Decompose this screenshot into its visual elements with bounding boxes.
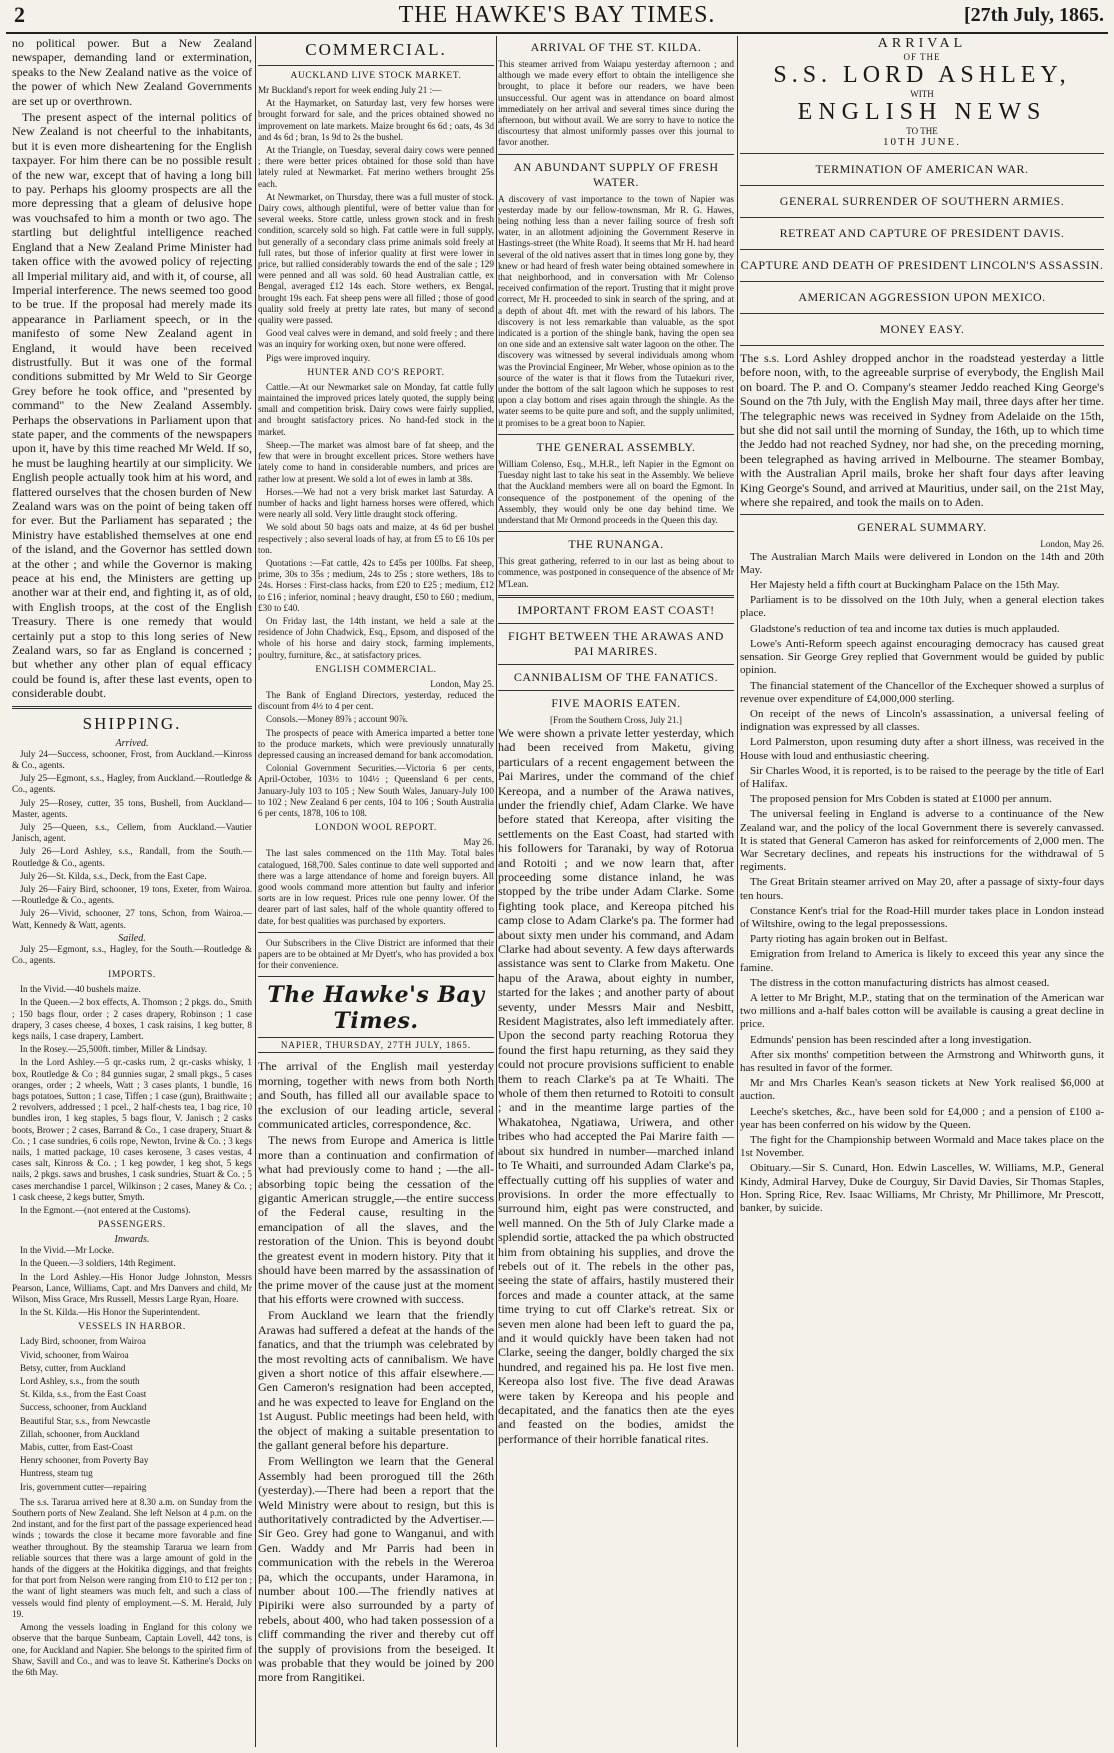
paragraph: no political power. But a New Zealand newspaper, demanding land or extermination, speaks to the New Zealand native as the voice of the power of which New Zealand Governments are set up or overthrown. <box>12 36 252 108</box>
divider <box>498 595 734 598</box>
list-item: In the Rosey.—25,500ft. timber, Miller & Lindsay. <box>20 1044 208 1055</box>
list-item: Beautiful Star, s.s., from Newcastle <box>20 1415 151 1426</box>
list-item: Lady Bird, schooner, from Wairoa <box>20 1336 146 1347</box>
paragraph: Lord Palmerston, upon resuming duty after a short illness, was received in the House with loud and enthusiastic cheering. <box>740 736 1104 762</box>
east-coast-story <box>498 726 734 1446</box>
fight-heading: FIGHT BETWEEN THE ARAWAS AND PAI MARIRES. <box>508 628 724 658</box>
hunter-report-heading: HUNTER AND CO'S REPORT. <box>307 367 445 378</box>
paragraph: A discovery of vast importance to the town of Napier was yesterday made by our fellow-townsman, Mr R. G. Hawes, being nothing less than a never failing source of fresh soft water, in an allotment adjoining the Government Reserve in Hastings-street (the White Road). It seems that Mr H. had heard several of the old natives assert that in times long gone by, they knew or had heard of fresh water being obtained somewhere in that neighborhood, and in conversation with Mr Colenso received confirmation of the report. Trusting that it might prove correct, Mr H. proceeded to sink in search of the spring, and at a depth of about 4ft. met with the reward of his labors. The discovery is not less remarkable than valuable, as the spot indicated is a portion of the shingle bank, having the open sea on one side and an extensive salt water lagoon on the other. The discovery was witnessed by several individuals among whom was the Provincial Engineer, Mr Weber, whose opinion as to the source of the water is that it flows from the Tutaekuri river, under the bottom of the salt lagoon which he supposes to rest upon a clay bottom and rises again through the shingle. As the water seems to be quite pure and soft, and the supply unlimited, it promises to be a great boon to Napier. <box>498 193 734 428</box>
list-item: July 25—Egmont, s.s., Hagley, from Auckland.—Routledge & Co., agents. <box>12 773 252 795</box>
shipping-notes <box>12 1497 252 1678</box>
cannibalism-heading: CANNIBALISM OF THE FANATICS. <box>513 669 719 684</box>
english-commercial-heading: ENGLISH COMMERCIAL. <box>315 664 437 675</box>
paragraph: From Wellington we learn that the General Assembly had been prorogued till the 26th (yesterday).—There had been a report that the Weld Ministry were about to resign, but this is authoritatively contradicted by the Advertiser.—Sir Geo. Grey had gone to Wanganui, and with Gen. Waddy and Mr Parris had been in communication with the rebels in the Wereroa pa, which the occupants, under Haramona, in number about 100.—The friendly natives at Pipiriki were also surrounded by a party of rebels, about 400, who had taken possession of a cliff commanding the river and thereby cut off the supply of provisions from the beseiged. It was probable that they would be joined by 200 more from Rangitikei. <box>258 1454 494 1685</box>
divider <box>498 154 734 155</box>
subscriber-notice: Our Subscribers in the Clive District are informed that their papers are to be obtained at Mr Dyett's, who has provided a box for their convenience. <box>258 937 494 971</box>
paragraph: Sir Charles Wood, it is reported, is to be raised to the peerage by the title of Earl of Halifax. <box>740 764 1104 790</box>
divider <box>12 706 252 709</box>
column-3 <box>498 36 734 1747</box>
list-item: July 24—Success, schooner, Frost, from Auckland.—Kinross & Co., agents. <box>12 748 252 770</box>
list-item: Success, schooner, from Auckland <box>20 1402 147 1413</box>
paragraph: This steamer arrived from Waiapu yesterday afternoon ; and although we made every effort to obtain the intelligence she brought, to place it before our readers, we have been unsuccessful. Our agent was in attendance on board almost immediately on her arrival and several times since during the afternoon, but without avail. We are sorry to have to notice the discourtesy that almost uniformly passes over this journal to favor another. <box>498 59 734 148</box>
list-item: In the Queen.—2 box effects, A. Thomson ; 2 pkgs. do., Smith ; 150 bags flour, order ; 2 cases drapery, Robinson ; 1 case drapery, 3 cases cheese, 4 boxes, 1 cask raisins, 1 keg butter, 8 kegs nails, 1 case drapery, Lambert. <box>12 997 252 1041</box>
general-summary-heading: GENERAL SUMMARY. <box>857 520 987 535</box>
paragraph: At Newmarket, on Thursday, there was a full muster of stock. Dairy cows, although plentiful, were of better value than for several weeks. Store cattle, unless grown stock and in fresh condition, scarcely sold so high. Fat cattle were in full supply, but generally of a secondary class prime animals sold freely at full rates, but those of inferior quality at first were lower in price, but rallied considerably towards the end of the sale ; 129 were penned and all was sold. 60 head Australian cattle, ex Bengal, averaged £12 14s each. Store wethers, ex Bengal, brought 19s each. Fat sheep pens were all filled ; those of good quality sold freely at pretty late rates, but many of second quality were passed. <box>258 191 494 326</box>
list-item: Vivid, schooner, from Wairoa <box>20 1349 129 1360</box>
divider <box>498 434 734 435</box>
paragraph: The distress in the cotton manufacturing districts has almost ceased. <box>750 976 1050 989</box>
water-heading: AN ABUNDANT SUPPLY OF FRESH WATER. <box>513 159 719 189</box>
news-tag: MONEY EASY. <box>879 322 965 336</box>
commercial-heading: COMMERCIAL. <box>305 40 447 59</box>
divider <box>740 249 1104 250</box>
dateline: London, May 25. <box>430 678 494 689</box>
paragraph: Obituary.—Sir S. Cunard, Hon. Edwin Lascelles, W. Williams, M.P., General Kindy, Admiral Harvey, Duke de Courguy, Sir David Davies, Sir Thomas Staples, Hon. Spring Rice, Rev. Isaac Williams, Mr Christy, Mr Phillimore, Mr Prescott, banker, by suicide. <box>740 1162 1104 1215</box>
divider <box>740 217 1104 218</box>
list-item: July 26—Lord Ashley, s.s., Randall, from the South.—Routledge & Co., agents. <box>12 846 252 868</box>
list-item: July 26—St. Kilda, s.s., Deck, from the East Cape. <box>20 870 207 881</box>
paragraph: We sold about 50 bags oats and maize, at 4s 6d per bushel respectively ; also several loads of hay, at from £5 to £6 10s per ton. <box>258 522 494 555</box>
paragraph: Colonial Government Securities.—Victoria 6 per cents, April-October, 103½ to 104½ ; Queensland 6 per cents, January-July 103 to 105 ; New South Wales, January-July 100 to 102 ; New Zealand 6 per cents, 104 to 106 ; South Australia 6 per cents, 1878, 106 to 108. <box>258 763 494 818</box>
arrived-subheading: Arrived. <box>115 737 149 749</box>
imports-list <box>12 984 252 1216</box>
paragraph: Mr Buckland's report for week ending July 21 :— <box>258 85 442 95</box>
inwards-subheading: Inwards. <box>114 1234 150 1246</box>
news-tag: RETREAT AND CAPTURE OF PRESIDENT DAVIS. <box>779 226 1065 240</box>
list-item: July 25—Rosey, cutter, 35 tons, Bushell, from Auckland—Master, agents. <box>12 797 252 819</box>
list-item: Huntress, steam tug <box>20 1468 93 1479</box>
paragraph: The prospects of peace with America imparted a better tone to the produce markets, which were previously unnaturally depressed causing an increased demand for bank accomodation. <box>258 727 494 760</box>
list-item: Zillah, schooner, from Auckland <box>20 1428 140 1439</box>
list-item: In the Queen.—3 soldiers, 14th Regiment. <box>20 1258 176 1269</box>
paragraph: Edmunds' pension has been rescinded after a long investigation. <box>750 1033 1032 1046</box>
divider <box>498 623 734 624</box>
paragraph: The news from Europe and America is little more than a continuation and confirmation of what had previously come to hand ; —the all-absorbing topic being the cessation of the gigantic American struggle,—the entire success of the Federal cause, resulting in the emancipation of all the slaves, and the restoration of the Union. This is beyond doubt the greatest event in modern history. Pity that it should have been marred by the assassination of the prime mover of the cause just at the moment that his efforts were crowned with success. <box>258 1133 494 1306</box>
list-item: July 25—Egmont, s.s., Hagley, for the South.—Routledge & Co., agents. <box>12 943 252 965</box>
banner-line: WITH <box>910 89 934 99</box>
general-summary <box>740 551 1104 1216</box>
paragraph: On receipt of the news of Lincoln's assassination, a universal feeling of indignation was expressed by all classes. <box>740 707 1104 734</box>
news-tag: TERMINATION OF AMERICAN WAR. <box>815 162 1029 176</box>
list-item: Mabis, cutter, from East-Coast <box>20 1442 133 1453</box>
divider <box>740 281 1104 282</box>
arrived-list <box>12 749 252 931</box>
paragraph: The universal feeling in England is adverse to a continuance of the New Zealand war, and the policy of the local Government there is severely canvassed. It is stated that General Cameron has asked for reinforcements of 2,000 men. The War Secretary declines, and repeats his instructions for the withdrawal of 5 regiments. <box>740 808 1104 874</box>
vessels-heading: VESSELS IN HARBOR. <box>78 1322 186 1333</box>
auckland-report <box>258 85 494 364</box>
divider <box>740 153 1104 154</box>
news-tag: AMERICAN AGGRESSION UPON MEXICO. <box>798 290 1046 304</box>
banner-line: TO THE <box>906 126 938 136</box>
paragraph: On Friday last, the 14th instant, we held a sale at the residence of John Chadwick, Esq., Epsom, and disposed of the whole of his horse and dairy stock, farming implements, poultry, furniture, &c., at satisfactory prices. <box>258 615 494 660</box>
sailed-subheading: Sailed. <box>118 932 146 944</box>
paragraph: Quotations :—Fat cattle, 42s to £45s per 100lbs. Fat sheep, prime, 30s to 35s ; medium, 24s to 25s ; store wethers, 18s to 24s. Horses : First-class hacks, from £20 to £25 ; medium, £12 to £16 ; inferior, nominal ; heavy draught, £50 to £60 ; medium, £30 to £40. <box>258 557 494 613</box>
divider <box>498 531 734 532</box>
paragraph: Party rioting has again broken out in Belfast. <box>750 933 948 946</box>
lord-ashley-banner <box>740 36 1104 148</box>
column-rule <box>255 36 256 1747</box>
paragraph: Pigs were improved inquiry. <box>266 352 371 363</box>
list-item: Iris, government cutter—repairing <box>20 1481 147 1492</box>
divider <box>498 664 734 665</box>
list-item: In the Vivid.—Mr Locke. <box>20 1245 114 1256</box>
divider <box>740 345 1104 346</box>
column-rule <box>737 36 738 1747</box>
editorial-dateline: NAPIER, THURSDAY, 27TH JULY, 1865. <box>258 1037 494 1053</box>
passengers-list <box>12 1245 252 1318</box>
source-note: [From the Southern Cross, July 21.] <box>550 714 682 725</box>
paragraph: The financial statement of the Chancellor of the Exchequer showed a surplus of revenue over expenditure of £4,000,000 sterling. <box>740 679 1104 705</box>
list-item: July 25—Queen, s.s., Cellem, from Auckland.—Vautier Janisch, agent. <box>12 821 252 844</box>
imports-heading: IMPORTS. <box>108 970 156 981</box>
list-item: July 26—Fairy Bird, schooner, 19 tons, Exeter, from Wairoa.—Routledge & Co., agents. <box>12 883 252 906</box>
passengers-heading: PASSENGERS. <box>98 1220 166 1231</box>
list-item: In the Lord Ashley.—His Honor Judge Johnston, Messrs Pearson, Lance, Williams, Capt. and Mrs Danvers and child, Mr Wilson, Miss Grace, Mrs Russell, Messrs Large Ryan, Hoare. <box>12 1271 252 1305</box>
paragraph: Sheep.—The market was almost bare of fat sheep, and the few that were in brought excellent prices. Store wethers have lately come to hand in considerable numbers, and prices are rather low at present. We sold a lot of ewes in lamb at 38s. <box>258 439 494 484</box>
paragraph: Among the vessels loading in England for this colony we observe that the barque Sunbeam, Captain Lovell, 442 tons, is one, for Auckland and Napier. She belongs to the spirited firm of Shaw, Savill and Co., and was to leave St. Katherine's Docks on the 6th May. <box>12 1622 252 1677</box>
list-item: In the Egmont.—(not entered at the Customs). <box>20 1205 191 1215</box>
vessels-list <box>12 1336 252 1492</box>
paragraph: The arrival of the English mail yesterday morning, together with news from both North and South, has filled all our available space to the exclusion of our leading article, several communicated articles, correspondence, &c. <box>258 1059 494 1132</box>
news-tag: GENERAL SURRENDER OF SOUTHERN ARMIES. <box>779 194 1065 208</box>
banner-line: 10TH JUNE. <box>882 136 962 148</box>
auckland-market-heading: AUCKLAND LIVE STOCK MARKET. <box>290 71 462 81</box>
list-item: St. Kilda, s.s., from the East Coast <box>20 1389 147 1400</box>
issue-date: [27th July, 1865. <box>963 4 1104 26</box>
paragraph: Parliament is to be dissolved on the 10th July, when a general election takes place. <box>740 594 1104 620</box>
paragraph: Lowe's Anti-Reform speech against encouraging democracy has caused great sensation. Sir George Grey replied that Government would be guided by public opinion. <box>740 637 1104 677</box>
paragraph: Emigration from Ireland to America is likely to exceed this year any since the famine. <box>740 948 1104 974</box>
paragraph: At the Haymarket, on Saturday last, very few horses were brought forward for sale, and the prices obtained showed no improvement on late markets. Maize brought 6s 6d ; oats, 4s 3d and 4s 6d ; bran, 1s 9d to 2s the bushel. <box>258 98 494 142</box>
paragraph: At the Triangle, on Tuesday, several dairy cows were penned ; there were better prices obtained for those sold than have lately ruled at Newmarket. Fat merino wethers brought 25s each. <box>258 145 494 189</box>
list-item: In the Vivid.—40 bushels maize. <box>20 984 141 995</box>
news-tag: CAPTURE AND DEATH OF PRESIDENT LINCOLN'S ASSASSIN. <box>740 258 1104 272</box>
article-politics <box>12 36 252 701</box>
paragraph: After six months' competition between the Armstrong and Whitworth guns, it has resulted in favor of the former. <box>740 1048 1104 1074</box>
banner-line: ENGLISH NEWS <box>797 99 1047 125</box>
divider <box>258 65 494 66</box>
paragraph: The Bank of England Directors, yesterday, reduced the discount from 4½ to 4 per cent. <box>258 689 494 712</box>
paragraph: The present aspect of the internal politics of New Zealand is not cheerful to the inhabitants, but it is even more disheartening for the English taxpayer. For him there can be no possible result of the new war, except that of having a long bill to pay. Perhaps his gloomy prospects are all the more depressing that a gleam of delusive hope was vouchsafed to him a month or two ago. The startling but delightful intelligence reached England that a New Zealand Prime Minister had taken office with the avowed policy of rejecting all Imperial military aid, and with it, of course, all Imperial interference. The news seemed too good to be true. If the proposal had merely made its appearance in Parliament speech, or in the manifesto of some New Zealand agent in England, it would have been received distrustfully. But it was one of the formal conditions submitted by Mr Weld to Sir George Grey before he took office, and "presented by command" to the New Zealand Assembly. Perhaps the observations in Parliament upon that state paper, and the comments of the newspapers upon it, have by this time reached Mr Weld. If so, he must be laughing heartily at our simplicity. We English people actually took him at his word, and flattered ourselves that the chosen burden of New Zealand wars was on the point of being taken off for ever. But the Parliament has separated ; the Ministry have established themselves at one end of the island, and the Governor has settled down at the other ; and while the Governor is making peace at his end, the Ministers are getting up another war at their end, and fighting it, as of old, with English troops, at the cost of the English Treasury. There is one remedy that would certainly put a stop to this long series of New Zealand wars, so far as England is concerned ; but whether any other plan of equal efficacy could be found is, after these last events, open to considerable doubt. <box>12 110 252 701</box>
five-maoris-heading: FIVE MAORIS EATEN. <box>551 695 681 710</box>
paragraph: The fight for the Championship between Wormald and Mace takes place on the 1st November. <box>740 1134 1104 1160</box>
list-item: In the Lord Ashley.—5 qr.-casks rum, 2 qr.-casks whisky, 1 box, Routledge & Co ; 84 gunnies sugar, 2 small pkgs., 5 cases oranges, order ; 2 wheels, Watt ; 3 cases plants, 1 bundle, 16 bags potatoes, Sutton ; 1 case, Tiffen ; 1 case (gun), Braithwaite ; 2 revolvers, addressed ; 1 pcel., 2 half-chests tea, 1 bag rice, 10 bundles iron, 1 keg staples, 5 bags flour, V. Janisch ; 2 casks boots, Brower ; 2 cases, Barrand & Co., 1 case drapery, Stuart & Co. ; 1 case sundries, 6 coils rope, Newton, Irvine & Co. ; 3 kegs nails, 1 matted package, 10 cases kerosene, 3 cases vestas, 4 cases salt, Kinross & Co. ; 1 keg powder, 1 keg shot, 5 kegs nails, 2 pkgs. saws and brushes, 1 cask sundries, Stuart & Co. ; 5 cases merchandise 1 parcel, Wilkinson ; 2 cases, Maney & Co. ; 1 cask cheese, 2 kegs butter, Smyth. <box>12 1057 252 1202</box>
banner-line: ARRIVAL <box>877 36 967 51</box>
hunter-report <box>258 382 494 661</box>
editorial-masthead: The Hawke's Bay Times. <box>267 982 485 1035</box>
page-number: 2 <box>14 2 25 27</box>
paragraph: Leeche's sketches, &c., have been sold for £4,000 ; and a pension of £100 a-year has been conferred on his widow by the Queen. <box>740 1105 1104 1131</box>
paragraph: Horses.—We had not a very brisk market last Saturday. A number of hacks and light harness horses were offered, which were nearly all sold. Very little draught stock offering. <box>258 486 494 520</box>
column-rule <box>496 36 497 1747</box>
list-item: In the St. Kilda.—His Honor the Superintendent. <box>20 1307 200 1318</box>
paragraph: Mr and Mrs Charles Kean's season tickets at New York realised $6,000 at auction. <box>740 1077 1104 1103</box>
paragraph: The Great Britain steamer arrived on May 20, after a passage of sixty-four days ten hours. <box>740 876 1104 902</box>
banner-line: S.S. LORD ASHLEY, <box>773 62 1071 88</box>
masthead <box>6 2 1108 34</box>
paragraph: The last sales commenced on the 11th May. Total bales catalogued, 168,700. Sales continue to date well supported and there was a large attendance of home and foreign buyers. All good wools command more attention but faulty and inferior sorts are in low request. Prices rule one penny lower. Of the dearer part of last sales, half of the whole quantity offered to date, for best qualities was purchased by exporters. <box>258 848 494 926</box>
paragraph: William Colenso, Esq., M.H.R., left Napier in the Egmont on Tuesday night last to take his seat in the Assembly. We believe that the Auckland members were all on board the Egmont. In consequence of the postponement of the opening of the Assembly, they would only be one day behind time. We understand that Mr Ormond proceeds in the Queen this day. <box>498 458 734 525</box>
divider <box>740 185 1104 186</box>
assembly-heading: THE GENERAL ASSEMBLY. <box>536 439 696 454</box>
paragraph: A letter to Mr Bright, M.P., stating that on the termination of the American war two millions and a-half bales cotton will be available is causing a great decline in price. <box>740 991 1104 1031</box>
paragraph: The Australian March Mails were delivered in London on the 14th and 20th May. <box>740 550 1104 576</box>
paragraph: Gladstone's reduction of tea and income tax duties is much applauded. <box>750 622 1060 635</box>
runanga-heading: THE RUNANGA. <box>568 537 664 552</box>
paper-title: THE HAWKE'S BAY TIMES. <box>398 2 716 28</box>
paragraph: The s.s. Lord Ashley dropped anchor in the roadstead yesterday a little before noon, with, to the agreeable surprise of everybody, the English Mail on board. The P. and O. Company's steamer Jeddo reached King George's Sound on the 7th July, with the English May mail, three days after her time. The telegraphic news was received in Sydney from Adelaide on the 15th, but she did not sail until the morning of Sunday, the 16th, up to which time the Jeddo had not reached Sydney, nor had she, on the preceding morning, been telegraphed as having arrived in Melbourne. The steamer Bombay, with the Australian April mails, broke her shaft four days after leaving King George's Sound, and arrived at Mauritius, under sail, on the 21st May, where she repaired, and took the mails on to Aden. <box>740 351 1104 510</box>
divider <box>740 514 1104 515</box>
paragraph: Consols.—Money 89⅞ ; account 90⅞. <box>266 714 408 725</box>
divider <box>498 690 734 691</box>
column-1 <box>12 36 252 1747</box>
list-item: Henry schooner, from Poverty Bay <box>20 1455 149 1466</box>
column-4 <box>740 36 1104 1747</box>
divider <box>258 976 494 977</box>
paragraph: The proposed pension for Mrs Cobden is stated at £1000 per annum. <box>750 793 1052 806</box>
paragraph: We were shown a private letter yesterday, which had been received from Maketu, giving particulars of a recent engagement between the Pai Marires, under the command of the chief Kereopa, and a number of the Arawa natives, under the friendly chief, Adam Clarke. We have before stated that Kereopa, after visiting the settlements on the East Coast, had started with his followers for Taranaki, by way of Rotorua and Rotoiti ; and we now learn that, after proceeding some distance inland, he was stopped by the tribe under Adam Clarke. Some fighting took place, and Kereopa pitched his camp close to Adam Clarke's pa. The former had about sixty men under his command, and Adam Clarke had about seventy. A few days afterwards assistance was sent to Clarke from Maketu. One hapu of the Arawa, about eighty in number, started for the lakes ; and another party of about seventy, under Messrs Mair and Nesbitt, Resident Magistrates, also left immediately after. Upon the second party reaching Rotorua they found the first hapu returning, as they said they could not procure provisions sufficient to enable them to reach Clarke's pa at Te Whaiti. The whole of them then returned to Rotoiti to consult ; and in the meantime large parties of the Whakatohea, Ngatiawa, Uriwera, and other tribes who had accepted the Pai Marire faith —about six hundred in number—marched inland to Te Whaiti, and surrounded Adam Clarke's pa, effectually cutting off his supplies of water and provisions. In order the more effectually to surround him, eight pas were constructed, and well manned. On the 5th of July Clarke made a splendid sortie, attacked the pa which obstructed him from obtaining his supplies, and drove the rebels out of it. The rebels in the other pas, seeing the state of affairs, hastily mustered their forces and made a counter attack, at the same time trying to cut off Clarke's retreat. Six or seven men alone had been left to guard the pa, and it would quickly have been taken had not Clarke, seeing the danger, boldly charged the six hundred, and regained his pa. He lost five men. Kereopa also lost five. The five dead Arawas were taken by Kereopa and his people and decapitated, and the fanatics then ate the eyes and feasted on the bodies, amidst the performance of their horrible fanatical rites. <box>498 725 734 1446</box>
divider <box>258 932 494 933</box>
paragraph: Good veal calves were in demand, and sold freely ; and there was an inquiry for working oxen, but none were offered. <box>258 328 494 350</box>
list-item: Lord Ashley, s.s., from the south <box>20 1376 140 1387</box>
paragraph: The s.s. Tararua arrived here at 8.30 a.m. on Sunday from the Southern ports of New Zealand. She left Nelson at 4 p.m. on the 2nd instant, and for the first part of the passage experienced head winds ; towards the close it became more favorable and fine weather throughout. By the steamship Tararua we learn from reliable sources that there was a large amount of gold in the hands of the diggers at the Hokitika diggings, and that freights for that port from Nelson were ranging from £10 to £12 per ton ; the want of light steamers was much felt, and such a class of vessels would find plenty of employment.—S. M. Herald, July 19. <box>12 1496 252 1619</box>
shipping-heading: SHIPPING. <box>82 713 182 733</box>
st-kilda-heading: ARRIVAL OF THE ST. KILDA. <box>530 40 702 54</box>
paragraph: Constance Kent's trial for the Road-Hill murder takes place in London instead of Wiltshire, owing to the legal prepossessions. <box>740 904 1104 930</box>
divider <box>740 313 1104 314</box>
english-commercial <box>258 690 494 819</box>
list-item: July 26—Vivid, schooner, 27 tons, Schon, from Wairoa.—Watt, Kennedy & Watt, agents. <box>12 908 252 930</box>
editorial <box>258 1059 494 1684</box>
east-coast-heading: IMPORTANT FROM EAST COAST! <box>517 602 715 617</box>
list-item: Betsy, cutter, from Auckland <box>20 1362 126 1373</box>
wool-report-heading: LONDON WOOL REPORT. <box>315 823 437 834</box>
banner-line: OF THE <box>903 52 941 62</box>
paragraph: Cattle.—At our Newmarket sale on Monday, fat cattle fully maintained the improved prices lately quoted, the supply being small and competition brisk. Dairy cows were fairly supplied, and brought satisfactory prices. No hand-fed stock in the market. <box>258 381 494 437</box>
paragraph: Her Majesty held a fifth court at Buckingham Palace on the 15th May. <box>750 579 1060 592</box>
column-2 <box>258 36 494 1747</box>
dateline: May 26. <box>463 837 494 848</box>
paragraph: This great gathering, referred to in our last as being about to commence, was postponed in consequence of the absence of Mr M'Lean. <box>498 556 734 589</box>
paragraph: From Auckland we learn that the friendly Arawas had suffered a defeat at the hands of the fanatics, and that the triumph was celebrated by the most revolting acts of cannibalism. We have given a short notice of this affair elsewhere.—Gen Cameron's resignation had been accepted, and he was expected to leave for England on the 1st August. Public meetings had been held, with the object of making a suitable presentation to the gallant general before his departure. <box>258 1308 494 1452</box>
dateline: London, May 26. <box>1040 539 1104 550</box>
